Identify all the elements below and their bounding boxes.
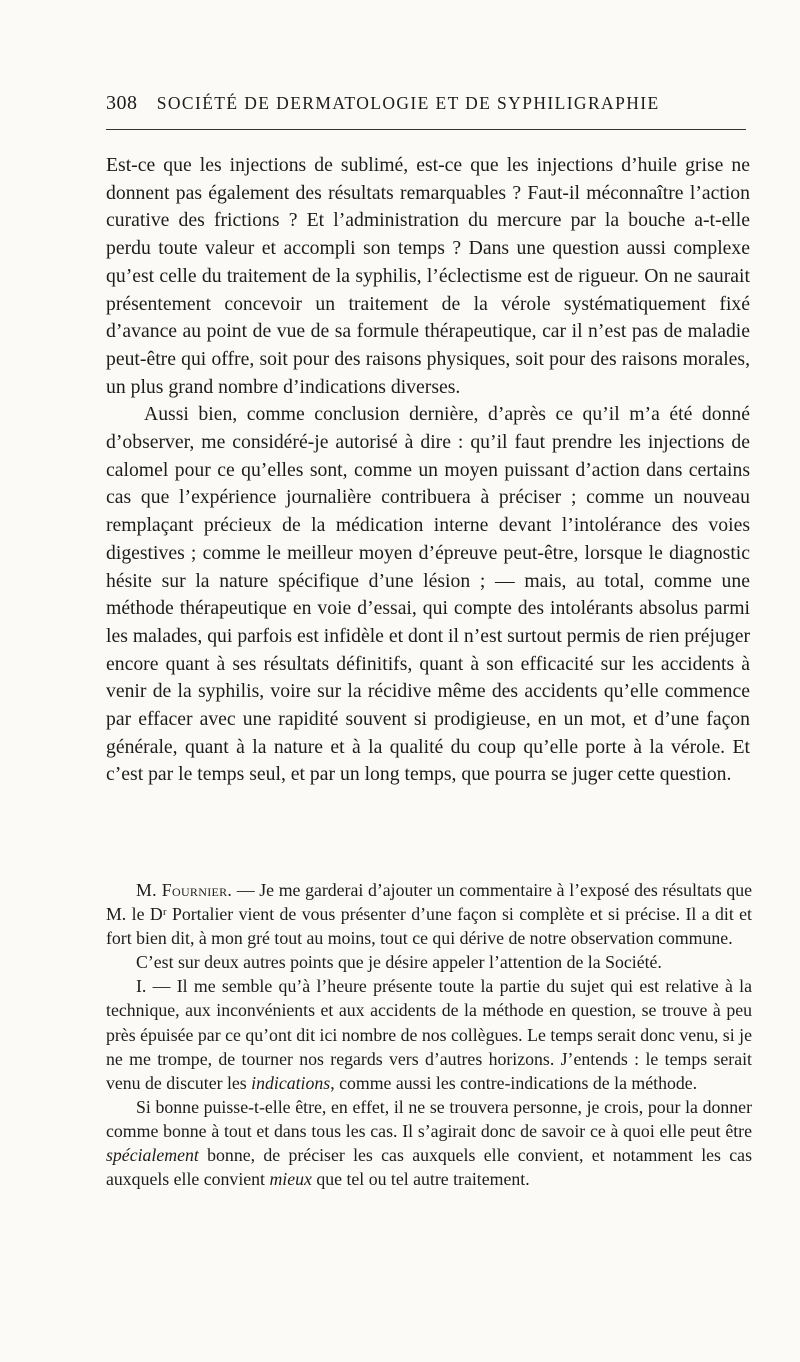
main-paragraph-2: Aussi bien, comme conclusion dernière, d’après ce qu’il m’a été donné d’observer, me considéré-je autorisé à dire : qu’il faut prendre les injections de calomel pour ce qu’elles sont, comme un moyen puissant d’action dans certains cas que l’expérience journalière contribuera à préciser ; comme un nouveau remplaçant précieux de la médication interne devant l’intolérance des voies digestives ; comme le meilleur moyen d’épreuve peut-être, lorsque le diagnostic hésite sur la nature spécifique d’une lésion ; — mais, au total, comme une méthode thérapeutique en voie d’essai, qui compte des intolérants absolus parmi les malades, qui parfois est infidèle et dont il n’est surtout permis de rien préjuger encore quant à ses résultats définitifs, quant à son efficacité sur les accidents à venir de la syphilis, voire sur la récidive même des accidents qu’elle commence par effacer avec une rapidité souvent si prodigieuse, en un mot, et d’une façon générale, quant à la nature et à la qualité du coup qu’elle porte à la vérole. Et c’est par le temps seul, et par un long temps, que pourra se juger cette question. [106,403,750,786]
speaker-name: M. Fournier. [136,880,233,900]
discussion-text [106,878,752,1191]
discussion-paragraph-1-text: — Je me garderai d’ajouter un commentaire à l’exposé des résultats que M. le Dʳ Portalier vient de vous présenter d’une façon si complète et si précise. Il a dit et fort bien dit, à mon gré tout au moins, tout ce qui dérive de notre observation commune. [106,880,753,949]
discussion-paragraph-4-emphasis-2: mieux [269,1169,312,1190]
discussion-paragraph-4-emphasis-1: spécialement [106,1145,199,1166]
header-rule [106,129,746,130]
discussion-paragraph-2: C’est sur deux autres points que je désire appeler l’attention de la Société. [136,952,662,973]
running-head: SOCIÉTÉ DE DERMATOLOGIE ET DE SYPHILIGRAPHIE [156,93,660,113]
discussion-paragraph-3-emphasis: indications [251,1072,331,1093]
main-paragraph-1: Est-ce que les injections de sublimé, est-ce que les injections d’huile grise ne donnent pas également des résultats remarquables ? Faut-il méconnaître l’action curative des frictions ? Et l’administration du mercure par la bouche a-t-elle perdu toute valeur et accompli son temps ? Dans une question aussi complexe qu’est celle du traitement de la syphilis, l’éclectisme est de rigueur. On ne saurait présentement concevoir un traitement de la vérole systématiquement fixé d’avance au point de vue de sa formule thérapeutique, car il n’est pas de maladie peut-être qui offre, soit pour des raisons physiques, soit pour des raisons morales, un plus grand nombre d’indications diverses. [106,154,750,398]
discussion-paragraph-3 [106,974,752,1094]
discussion-paragraph-3-a: I. — Il me semble qu’à l’heure présente toute la partie du sujet qui est relative à la technique, aux inconvénients et aux accidents de la méthode en question, se trouve à peu près épuisée par ce qu’ont dit ici nombre de nos collègues. Le temps serait donc venu, si je ne me trompe, de tourner nos regards vers d’autres horizons. J’entends : le temps serait venu de discuter les [106,976,752,1093]
discussion-paragraph-4 [106,1095,752,1191]
discussion-paragraph-4-b: bonne, de préciser les cas auxquels elle convient, et notamment les cas auxquels elle convient [106,1145,752,1190]
discussion-paragraph-4-a: Si bonne puisse-t-elle être, en effet, il ne se trouvera personne, je crois, pour la donner comme bonne à tout et dans tous les cas. Il s’agirait donc de savoir ce à quoi elle peut être [106,1096,752,1141]
page-number: 308 [106,92,138,114]
discussion-paragraph-4-c: que tel ou tel autre traitement. [311,1169,530,1190]
page-header [106,92,746,115]
discussion-paragraph-3-b: , comme aussi les contre-indications de la méthode. [330,1072,698,1093]
discussion-paragraph-1 [106,878,752,950]
main-text [106,152,750,789]
